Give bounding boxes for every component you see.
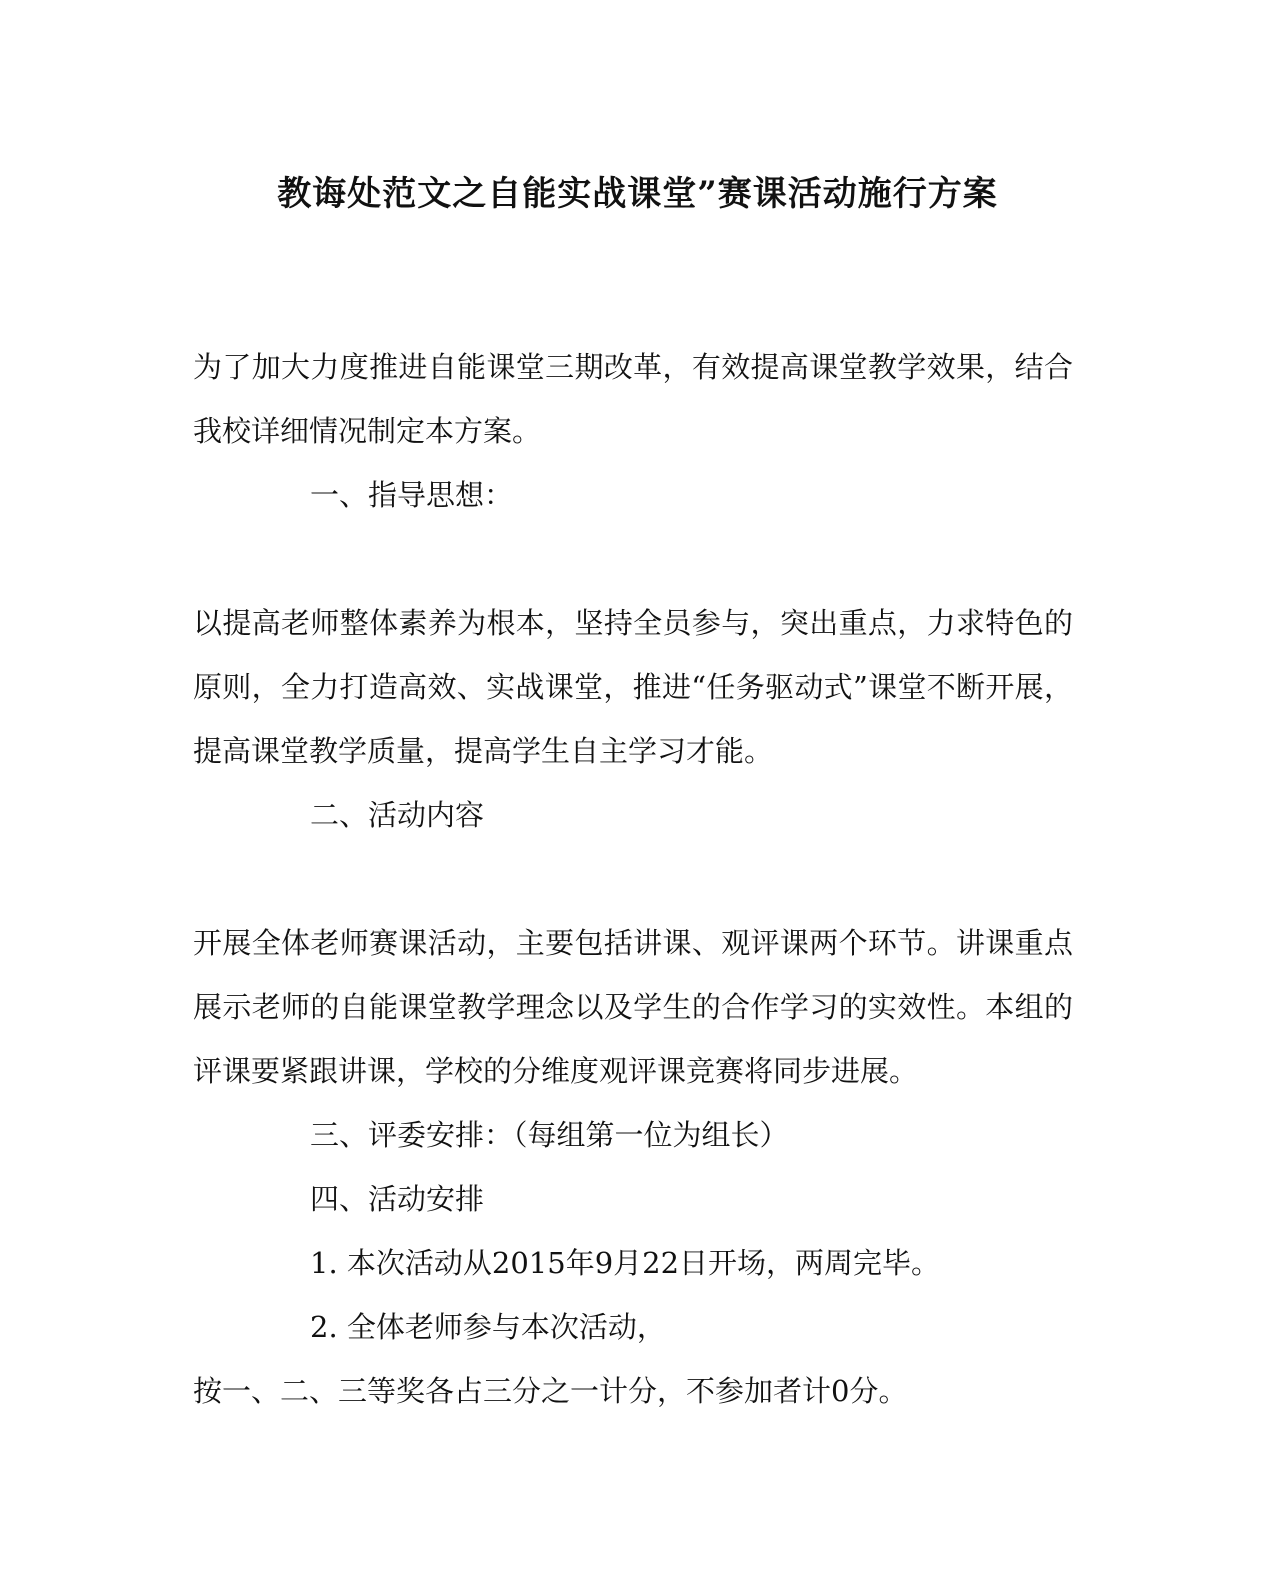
list-item-2: 2. 全体老师参与本次活动， xyxy=(310,1310,666,1344)
intro-paragraph: 为了加大力度推进自能课堂三期改革，有效提高课堂教学效果，结合我校详细情况制定本方案。 xyxy=(193,350,1073,448)
list-item-2-continuation: 按一、二、三等奖各占三分之一计分，不参加者计0分。 xyxy=(193,1374,908,1408)
document-title: 教诲处范文之自能实战课堂”赛课活动施行方案 xyxy=(277,174,998,214)
list-item-1: 1. 本次活动从2015年9月22日开场，两周完毕。 xyxy=(310,1246,941,1280)
section-1-heading: 一、指导思想： xyxy=(310,478,514,512)
section-3-heading: 三、评委安排：（每组第一位为组长） xyxy=(310,1118,789,1152)
section-2-heading: 二、活动内容 xyxy=(310,798,485,832)
section-4-heading: 四、活动安排 xyxy=(310,1182,485,1216)
section-1-body: 以提高老师整体素养为根本，坚持全员参与，突出重点，力求特色的原则，全力打造高效、实战课堂，推进“任务驱动式”课堂不断开展，提高课堂教学质量，提高学生自主学习才能。 xyxy=(193,606,1073,768)
section-2-body: 开展全体老师赛课活动，主要包括讲课、观评课两个环节。讲课重点展示老师的自能课堂教学理念以及学生的合作学习的实效性。本组的评课要紧跟讲课，学校的分维度观评课竞赛将同步进展。 xyxy=(193,926,1073,1088)
